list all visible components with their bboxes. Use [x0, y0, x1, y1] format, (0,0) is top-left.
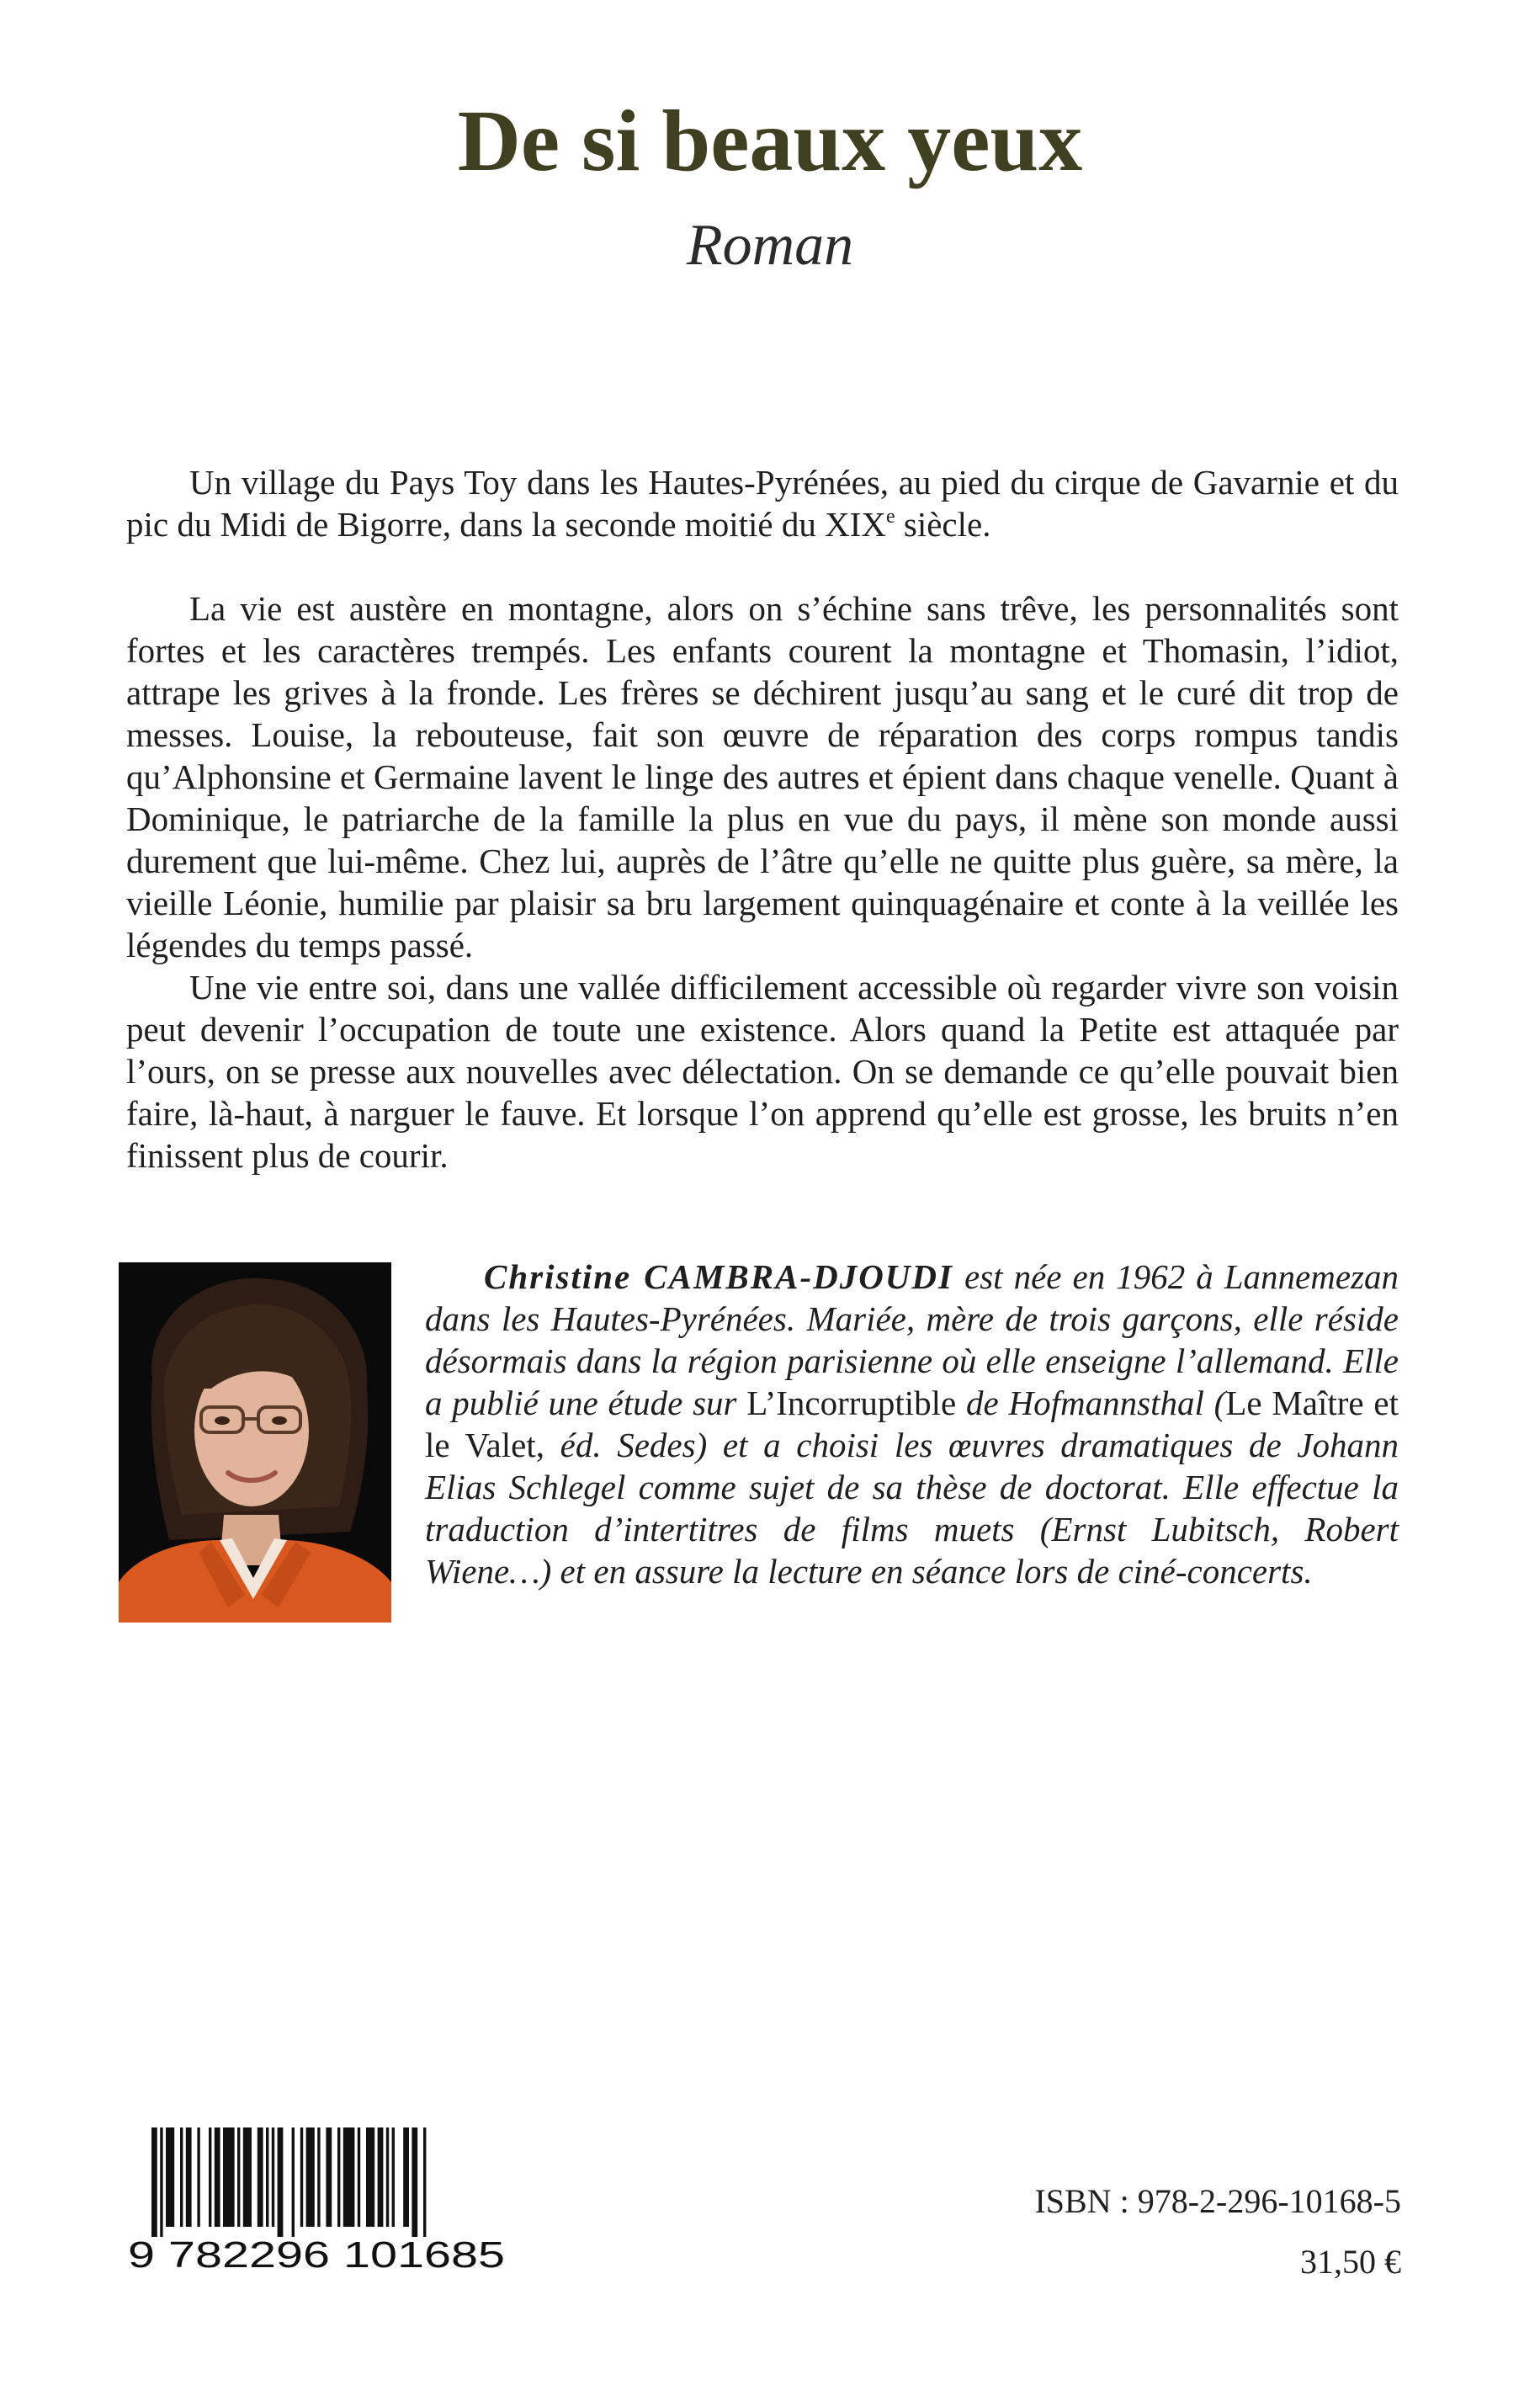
- author-biography: [425, 1256, 1399, 1592]
- barcode-bar: [166, 2127, 174, 2227]
- barcode-bar: [403, 2127, 409, 2227]
- barcode: [128, 2127, 505, 2271]
- barcode-bar: [337, 2127, 340, 2227]
- synopsis-paragraph-1-end: siècle.: [895, 505, 991, 544]
- biography-text-3: éd. Sedes) et a choisi les œuvres dramatiques de Johann Elias Schlegel comme sujet de sa thèse de doctorat. Elle effectue la traduction d’intertitres de films muets (Ernst Lubitsch, Robert Wiene…) et en assure la lecture en séance lors de ciné-concerts.: [425, 1426, 1399, 1591]
- cited-work-2: Le Maître et le Valet,: [425, 1384, 1399, 1464]
- book-genre: Roman: [686, 213, 854, 278]
- price: 31,50 €: [1300, 2243, 1401, 2281]
- book-title: De si beaux yeux: [457, 93, 1083, 189]
- biography-text-1: est née en 1962 à Lannemezan dans les Hautes-Pyrénées. Mariée, mère de trois garçons, elle réside désormais dans la région parisienne où elle enseigne l’allemand. Elle a publié une étude sur: [425, 1257, 1399, 1422]
- author-photo: [119, 1262, 391, 1623]
- barcode-bar: [215, 2127, 220, 2227]
- synopsis-paragraph-1-text: Un village du Pays Toy dans les Hautes-Pyrénées, au pied du cirque de Gavarnie et du pic du Midi de Bigorre, dans la seconde moitié du XIX: [126, 463, 1399, 544]
- barcode-bar: [197, 2127, 199, 2227]
- barcode-bar: [343, 2127, 355, 2227]
- barcode-bar: [258, 2127, 263, 2227]
- ean-13-barcode-icon: [128, 2127, 505, 2271]
- barcode-bar: [392, 2127, 395, 2227]
- century-superscript: e: [885, 506, 895, 528]
- barcode-bar: [366, 2127, 374, 2227]
- barcode-bar: [317, 2127, 320, 2227]
- barcode-bar: [300, 2127, 303, 2227]
- barcode-bar: [292, 2127, 295, 2237]
- isbn: ISBN : 978-2-296-10168-5: [1034, 2182, 1401, 2220]
- barcode-bar: [223, 2127, 235, 2227]
- barcode-bar: [423, 2127, 426, 2237]
- synopsis-paragraph-3: Une vie entre soi, dans une vallée difficilement accessible où regarder vivre son voisin peut devenir l’occupation de toute une existence. Alors quand la Petite est attaquée par l’ours, on se presse aux nouvelles avec délectation. On se demande ce qu’elle pouvait bien faire, là-haut, à narguer le fauve. Et lorsque l’on apprend qu’elle est grosse, les bruits n’en finissent plus de courir.: [126, 968, 1399, 1175]
- barcode-bar: [378, 2127, 384, 2227]
- barcode-bar: [326, 2127, 332, 2227]
- barcode-bar: [180, 2127, 183, 2227]
- barcode-bar: [160, 2127, 162, 2237]
- synopsis-paragraph-2: La vie est austère en montagne, alors on s’échine sans trêve, les personnalités sont fortes et les caractères trempés. Les enfants courent la montagne et Thomasin, l’idiot, attrape les grives à la fronde. Les frères se déchirent jusqu’au sang et le curé dit trop de messes. Louise, la rebouteuse, fait son œuvre de réparation des corps rompus tandis qu’Alphonsine et Germaine lavent le linge des autres et épient dans chaque venelle. Quant à Dominique, le patriarche de la famille la plus en vue du pays, il mène son monde aussi durement que lui-même. Chez lui, auprès de l’âtre qu’elle ne quitte plus guère, sa mère, la vieille Léonie, humilie par plaisir sa bru largement quinquagénaire et conte à la veillée les légendes du temps passé.: [126, 589, 1399, 964]
- author-name: Christine CAMBRA-DJOUDI: [484, 1257, 953, 1296]
- barcode-digits: 9 782296 101685: [128, 2234, 505, 2271]
- barcode-bar: [358, 2127, 360, 2227]
- barcode-bar: [209, 2127, 211, 2227]
- author-portrait-icon: [119, 1262, 391, 1623]
- barcode-bar: [151, 2127, 157, 2237]
- barcode-bar: [386, 2127, 389, 2227]
- cited-work-1: L’Incorruptible: [746, 1384, 957, 1422]
- synopsis: [126, 461, 1399, 1177]
- barcode-bar: [237, 2127, 240, 2227]
- author-biography-paragraph: [425, 1256, 1399, 1592]
- barcode-bar: [243, 2127, 252, 2227]
- barcode-bar: [272, 2127, 274, 2227]
- barcode-bar: [266, 2127, 268, 2227]
- barcode-bar: [306, 2127, 315, 2227]
- barcode-bar: [278, 2127, 284, 2237]
- biography-text-2: de Hofmannsthal (: [956, 1384, 1226, 1422]
- barcode-bar: [412, 2127, 417, 2237]
- synopsis-paragraph-1: [126, 461, 1399, 545]
- barcode-bar: [186, 2127, 192, 2227]
